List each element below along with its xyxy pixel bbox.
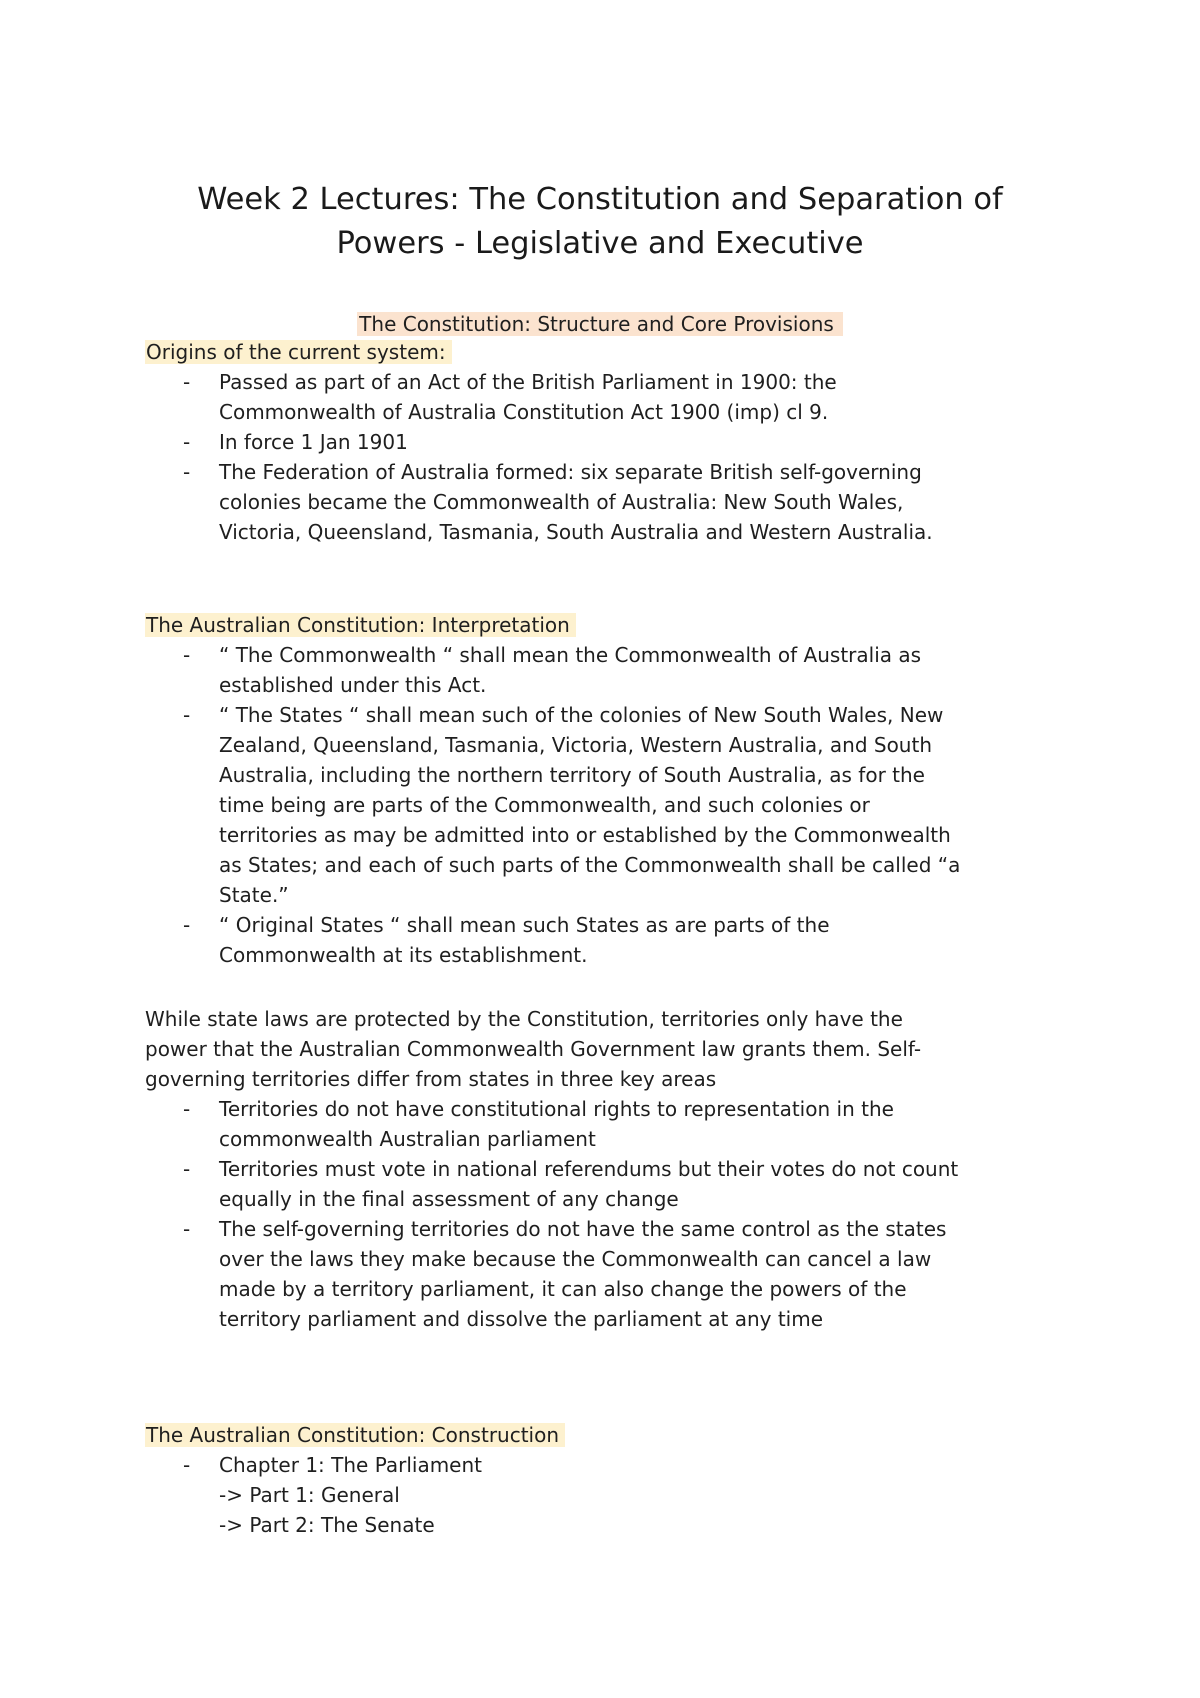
bullet-dash: - [183,1097,191,1121]
list-item [145,367,1065,427]
list-line: territory parliament and dissolve the parliament at any time [219,1307,824,1331]
construction-heading [145,1420,1065,1450]
page-title [0,178,1200,266]
list-item [145,910,1065,970]
bullet-dash: - [183,913,191,937]
list-line: over the laws they make because the Commonwealth can cancel a law [219,1247,932,1271]
list-item [145,427,1065,457]
list-line: Territories must vote in national referendums but their votes do not count [219,1157,959,1181]
list-line: Commonwealth at its establishment. [219,943,588,967]
bullet-dash: - [183,460,191,484]
list-line: The self-governing territories do not have the same control as the states [219,1217,947,1241]
list-line: Victoria, Queensland, Tasmania, South Australia and Western Australia. [219,520,933,544]
list-line: colonies became the Commonwealth of Australia: New South Wales, [219,490,904,514]
list-line: commonwealth Australian parliament [219,1127,596,1151]
list-line: as States; and each of such parts of the Commonwealth shall be called “a [219,853,961,877]
list-item [145,700,1065,910]
interpretation-heading-text: The Australian Constitution: Interpretation [145,613,576,637]
list-line: Passed as part of an Act of the British Parliament in 1900: the [219,370,837,394]
bullet-dash: - [183,703,191,727]
bullet-dash: - [183,643,191,667]
title-line-2: Powers - Legislative and Executive [336,226,864,261]
bullet-dash: - [183,430,191,454]
section-title [0,309,1200,339]
origins-heading [145,337,1065,367]
list-line: territories as may be admitted into or established by the Commonwealth [219,823,951,847]
construction-heading-text: The Australian Constitution: Construction [145,1423,565,1447]
list-item [145,1094,1065,1154]
interpretation-heading [145,610,1065,640]
sub-item: -> Part 2: The Senate [219,1513,435,1537]
list-line: In force 1 Jan 1901 [219,430,408,454]
construction-section [145,1420,1065,1540]
bullet-dash: - [183,370,191,394]
section-title-text: The Constitution: Structure and Core Provisions [357,312,843,336]
sub-item: -> Part 1: General [219,1483,400,1507]
list-line: equally in the final assessment of any change [219,1187,679,1211]
paragraph-line: power that the Australian Commonwealth Government law grants them. Self- [145,1037,922,1061]
list-line: “ The States “ shall mean such of the colonies of New South Wales, New [219,703,944,727]
list-line: “ The Commonwealth “ shall mean the Commonwealth of Australia as [219,643,922,667]
bullet-dash: - [183,1453,191,1477]
territories-section [145,1004,1065,1334]
list-line: State.” [219,883,289,907]
list-line: Territories do not have constitutional rights to representation in the [219,1097,894,1121]
bullet-dash: - [183,1157,191,1181]
title-line-1: Week 2 Lectures: The Constitution and Separation of [197,182,1003,217]
list-item [145,457,1065,547]
list-line: established under this Act. [219,673,487,697]
origins-heading-text: Origins of the current system: [145,340,452,364]
list-line: time being are parts of the Commonwealth, and such colonies or [219,793,870,817]
list-line: The Federation of Australia formed: six separate British self-governing [219,460,922,484]
list-item [145,1154,1065,1214]
paragraph-line: While state laws are protected by the Constitution, territories only have the [145,1007,903,1031]
list-line: Australia, including the northern territory of South Australia, as for the [219,763,925,787]
list-line: made by a territory parliament, it can also change the powers of the [219,1277,907,1301]
chapter-line: Chapter 1: The Parliament [219,1453,483,1477]
interpretation-section [145,610,1065,970]
list-item [145,1450,1065,1540]
list-item [145,640,1065,700]
list-line: “ Original States “ shall mean such States as are parts of the [219,913,830,937]
origins-section [145,337,1065,547]
paragraph-line: governing territories differ from states in three key areas [145,1067,717,1091]
list-line: Zealand, Queensland, Tasmania, Victoria, Western Australia, and South [219,733,932,757]
list-line: Commonwealth of Australia Constitution Act 1900 (imp) cl 9. [219,400,829,424]
list-item [145,1214,1065,1334]
bullet-dash: - [183,1217,191,1241]
